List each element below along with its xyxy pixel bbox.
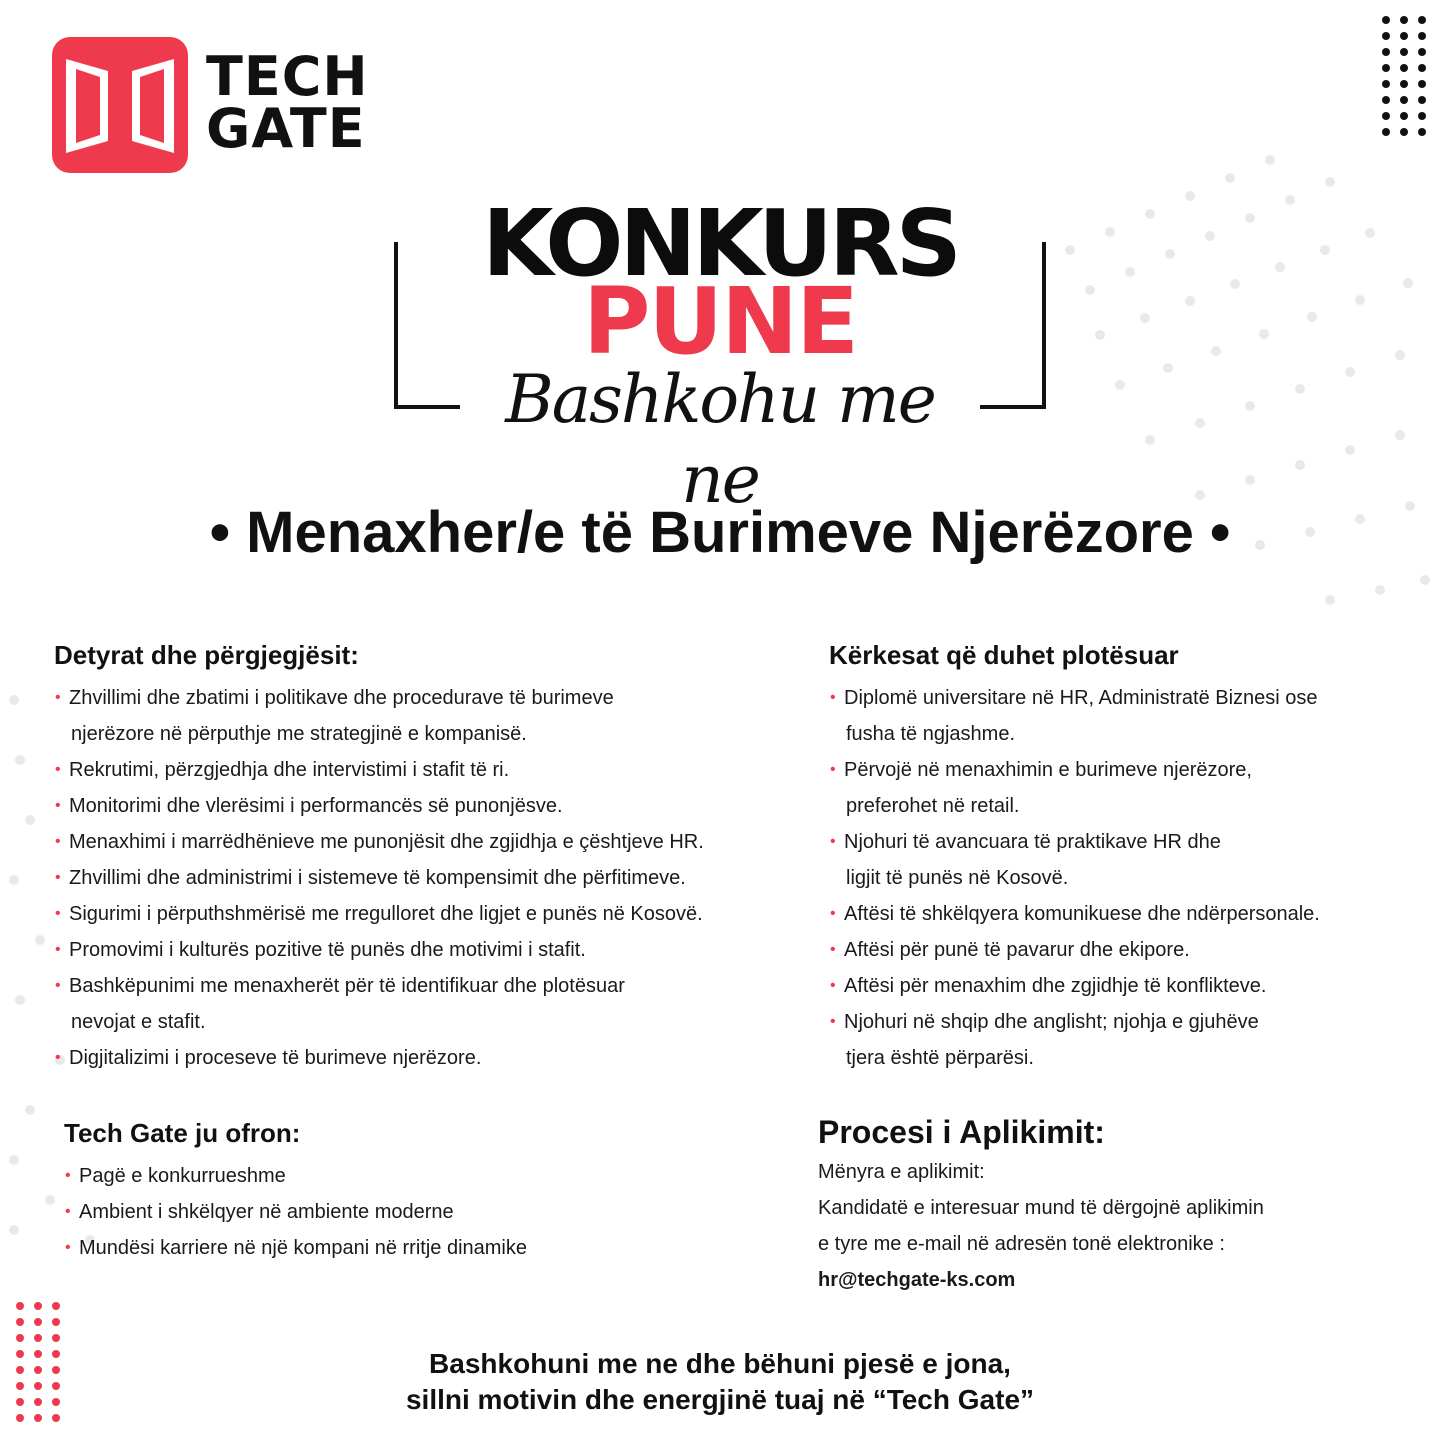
- process-text-line-1: Kandidatë e interesuar mund të dërgojnë aplikimin: [818, 1197, 1264, 1219]
- list-item-text-continued: tjera është përparësi.: [846, 1047, 1034, 1069]
- list-item-text: Njohuri në shqip dhe anglisht; njohja e gjuhëve: [844, 1011, 1259, 1033]
- list-item: [54, 680, 814, 752]
- list-item: [829, 824, 1409, 896]
- list-item-text: Pagë e konkurrueshme: [79, 1165, 286, 1187]
- corner-dots-top-right: [1380, 14, 1428, 142]
- application-email-link[interactable]: hr@techgate-ks.com: [818, 1269, 1016, 1291]
- list-item: [829, 1004, 1409, 1076]
- list-item-text: Aftësi të shkëlqyera komunikuese dhe ndërpersonale.: [844, 903, 1320, 925]
- list-item-text: Ambient i shkëlqyer në ambiente moderne: [79, 1201, 454, 1223]
- list-item-text: Zhvillimi dhe administrimi i sistemeve të kompensimit dhe përfitimeve.: [69, 867, 686, 889]
- list-item: [829, 968, 1409, 1004]
- requirements-section: [829, 638, 1409, 1076]
- process-text-line-2: e tyre me e-mail në adresën tonë elektronike :: [818, 1233, 1225, 1255]
- tech-gate-logo: [52, 37, 432, 173]
- process-method-label: Mënyra e aplikimit:: [818, 1161, 985, 1183]
- headline-block: [390, 190, 1050, 518]
- list-item-text-continued: preferohet në retail.: [846, 795, 1020, 817]
- list-item: [64, 1194, 704, 1230]
- list-item: [54, 752, 814, 788]
- list-item: [54, 1040, 814, 1076]
- offers-heading: Tech Gate ju ofron:: [64, 1118, 301, 1148]
- list-item: [54, 788, 814, 824]
- list-item-text: Monitorimi dhe vlerësimi i performancës së punonjësve.: [69, 795, 563, 817]
- list-item: [54, 860, 814, 896]
- list-item-text: Mundësi karriere në një kompani në rritje dinamike: [79, 1237, 527, 1259]
- list-item-text: Aftësi për menaxhim dhe zgjidhje të konflikteve.: [844, 975, 1267, 997]
- book-gate-icon: [52, 37, 188, 173]
- list-item-text: Digjitalizimi i proceseve të burimeve njerëzore.: [69, 1047, 482, 1069]
- list-item-text: Përvojë në menaxhimin e burimeve njerëzore,: [844, 759, 1252, 781]
- list-item-text: Zhvillimi dhe zbatimi i politikave dhe procedurave të burimeve: [69, 687, 614, 709]
- closing-message: [0, 1346, 1440, 1418]
- duties-section: [54, 638, 814, 1076]
- list-item: [829, 680, 1409, 752]
- requirements-heading: Kërkesat që duhet plotësuar: [829, 640, 1179, 670]
- list-item-text: Sigurimi i përputhshmërisë me rregulloret dhe ligjet e punës në Kosovë.: [69, 903, 703, 925]
- closing-line-1: Bashkohuni me ne dhe bëhuni pjesë e jona,: [429, 1348, 1011, 1379]
- requirements-list: [829, 680, 1409, 1076]
- list-item: [54, 932, 814, 968]
- logo-wordmark: [206, 45, 369, 160]
- process-heading: Procesi i Aplikimit:: [818, 1114, 1105, 1150]
- list-item: [64, 1230, 704, 1266]
- list-item-text-continued: nevojat e stafit.: [71, 1011, 206, 1033]
- logo-line-2: GATE: [206, 97, 366, 160]
- list-item-text-continued: ligjit të punës në Kosovë.: [846, 867, 1069, 889]
- headline-script-tagline: Bashkohu me ne: [505, 361, 935, 518]
- headline-pune: PUNE: [583, 268, 857, 375]
- list-item-text-continued: fusha të ngjashme.: [846, 723, 1015, 745]
- headline-konkurs: KONKURS: [482, 190, 958, 297]
- list-item: [54, 968, 814, 1040]
- list-item: [54, 896, 814, 932]
- list-item: [829, 752, 1409, 824]
- list-item: [64, 1158, 704, 1194]
- application-process-section: [818, 1112, 1418, 1298]
- list-item-text: Aftësi për punë të pavarur dhe ekipore.: [844, 939, 1190, 961]
- list-item: [829, 896, 1409, 932]
- logo-line-1: TECH: [206, 45, 369, 108]
- position-title: • Menaxher/e të Burimeve Njerëzore •: [209, 500, 1231, 565]
- offers-section: [64, 1116, 704, 1266]
- list-item: [829, 932, 1409, 968]
- closing-line-2: sillni motivin dhe energjinë tuaj në “Tech Gate”: [405, 1384, 1035, 1415]
- list-item-text: Njohuri të avancuara të praktikave HR dhe: [844, 831, 1221, 853]
- duties-list: [54, 680, 814, 1076]
- duties-heading: Detyrat dhe përgjegjësit:: [54, 640, 359, 670]
- list-item: [54, 824, 814, 860]
- list-item-text: Bashkëpunimi me menaxherët për të identifikuar dhe plotësuar: [69, 975, 625, 997]
- list-item-text: Rekrutimi, përzgjedhja dhe intervistimi i stafit të ri.: [69, 759, 510, 781]
- offers-list: [64, 1158, 704, 1266]
- list-item-text: Menaxhimi i marrëdhënieve me punonjësit dhe zgjidhja e çështjeve HR.: [69, 831, 704, 853]
- list-item-text: Diplomë universitare në HR, Administratë Biznesi ose: [844, 687, 1318, 709]
- list-item-text: Promovimi i kulturës pozitive të punës dhe motivimi i stafit.: [69, 939, 586, 961]
- list-item-text-continued: njerëzore në përputhje me strategjinë e kompanisë.: [71, 723, 527, 745]
